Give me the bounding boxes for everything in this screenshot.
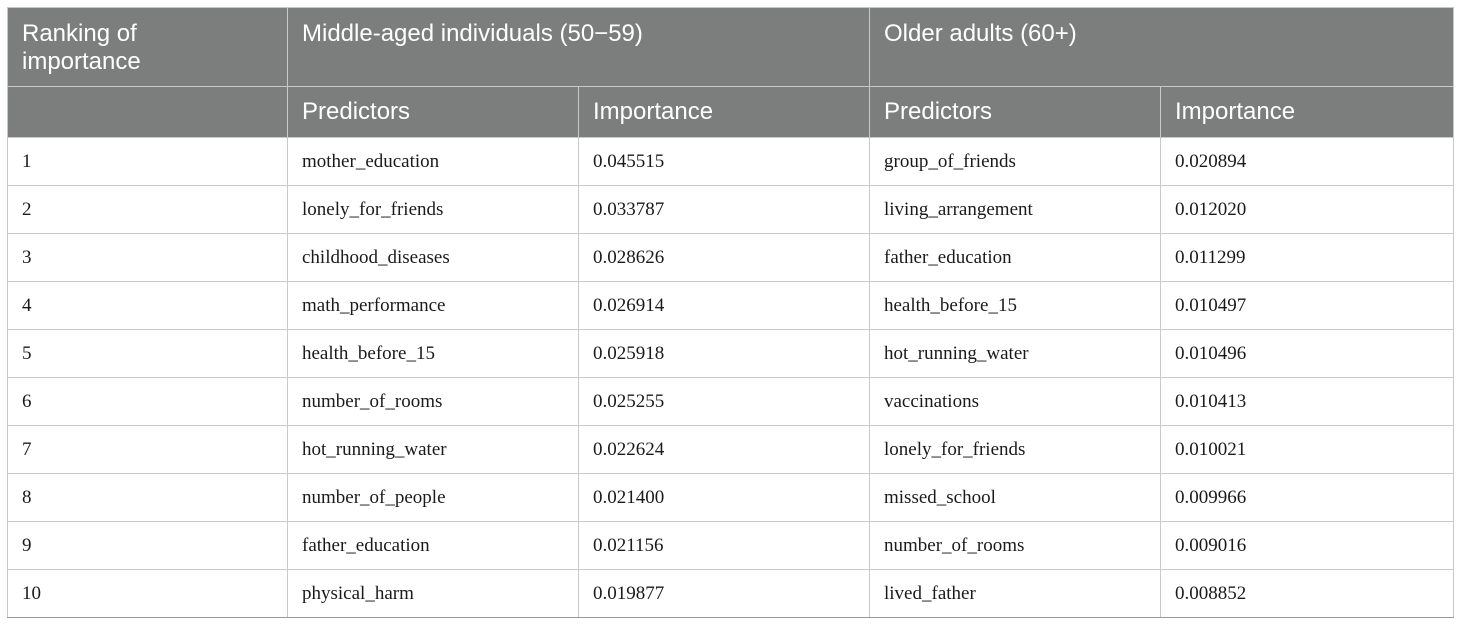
header-older-importance: Importance: [1161, 87, 1454, 138]
cell-older-importance: 0.008852: [1161, 570, 1454, 618]
cell-older-predictor: health_before_15: [870, 282, 1161, 330]
table-row: [8, 378, 1454, 426]
cell-middle-importance: 0.021400: [579, 474, 870, 522]
table-body: [8, 138, 1454, 618]
header-ranking-blank: [8, 87, 288, 138]
cell-older-predictor: group_of_friends: [870, 138, 1161, 186]
cell-older-predictor: father_education: [870, 234, 1161, 282]
table-row: [8, 522, 1454, 570]
table-row: [8, 234, 1454, 282]
cell-rank: 7: [8, 426, 288, 474]
predictor-importance-table: [7, 7, 1454, 618]
cell-rank: 8: [8, 474, 288, 522]
cell-middle-predictor: number_of_rooms: [288, 378, 579, 426]
header-group-middle-aged: Middle-aged individuals (50−59): [288, 8, 870, 87]
table-row: [8, 426, 1454, 474]
cell-middle-importance: 0.019877: [579, 570, 870, 618]
header-older-predictors: Predictors: [870, 87, 1161, 138]
cell-older-importance: 0.009966: [1161, 474, 1454, 522]
cell-middle-predictor: mother_education: [288, 138, 579, 186]
table-row: [8, 186, 1454, 234]
cell-middle-importance: 0.045515: [579, 138, 870, 186]
cell-middle-predictor: health_before_15: [288, 330, 579, 378]
cell-older-importance: 0.010497: [1161, 282, 1454, 330]
cell-older-predictor: number_of_rooms: [870, 522, 1161, 570]
cell-older-importance: 0.012020: [1161, 186, 1454, 234]
table-header: [8, 8, 1454, 138]
cell-middle-predictor: father_education: [288, 522, 579, 570]
cell-rank: 5: [8, 330, 288, 378]
table-row: [8, 330, 1454, 378]
cell-middle-predictor: math_performance: [288, 282, 579, 330]
cell-middle-importance: 0.021156: [579, 522, 870, 570]
table-row: [8, 474, 1454, 522]
cell-middle-importance: 0.025255: [579, 378, 870, 426]
cell-middle-predictor: childhood_diseases: [288, 234, 579, 282]
cell-rank: 3: [8, 234, 288, 282]
cell-middle-importance: 0.026914: [579, 282, 870, 330]
cell-middle-predictor: lonely_for_friends: [288, 186, 579, 234]
cell-older-importance: 0.010496: [1161, 330, 1454, 378]
cell-middle-importance: 0.022624: [579, 426, 870, 474]
cell-older-predictor: lonely_for_friends: [870, 426, 1161, 474]
cell-older-predictor: living_arrangement: [870, 186, 1161, 234]
cell-middle-importance: 0.025918: [579, 330, 870, 378]
cell-middle-predictor: hot_running_water: [288, 426, 579, 474]
header-group-older-adults: Older adults (60+): [870, 8, 1454, 87]
cell-middle-predictor: physical_harm: [288, 570, 579, 618]
cell-middle-predictor: number_of_people: [288, 474, 579, 522]
cell-older-predictor: vaccinations: [870, 378, 1161, 426]
cell-rank: 9: [8, 522, 288, 570]
cell-older-predictor: lived_father: [870, 570, 1161, 618]
cell-older-importance: 0.009016: [1161, 522, 1454, 570]
cell-rank: 10: [8, 570, 288, 618]
header-middle-importance: Importance: [579, 87, 870, 138]
cell-middle-importance: 0.028626: [579, 234, 870, 282]
table-row: [8, 138, 1454, 186]
table-row: [8, 282, 1454, 330]
cell-older-importance: 0.020894: [1161, 138, 1454, 186]
cell-middle-importance: 0.033787: [579, 186, 870, 234]
header-ranking-label: Ranking of importance: [22, 20, 141, 75]
header-ranking: [8, 8, 288, 87]
header-row-columns: [8, 87, 1454, 138]
cell-older-predictor: missed_school: [870, 474, 1161, 522]
predictor-importance-table-wrapper: [7, 7, 1453, 618]
cell-older-importance: 0.010021: [1161, 426, 1454, 474]
cell-older-predictor: hot_running_water: [870, 330, 1161, 378]
header-middle-predictors: Predictors: [288, 87, 579, 138]
cell-rank: 2: [8, 186, 288, 234]
cell-rank: 4: [8, 282, 288, 330]
table-row: [8, 570, 1454, 618]
cell-rank: 6: [8, 378, 288, 426]
cell-rank: 1: [8, 138, 288, 186]
header-row-groups: [8, 8, 1454, 87]
cell-older-importance: 0.011299: [1161, 234, 1454, 282]
cell-older-importance: 0.010413: [1161, 378, 1454, 426]
